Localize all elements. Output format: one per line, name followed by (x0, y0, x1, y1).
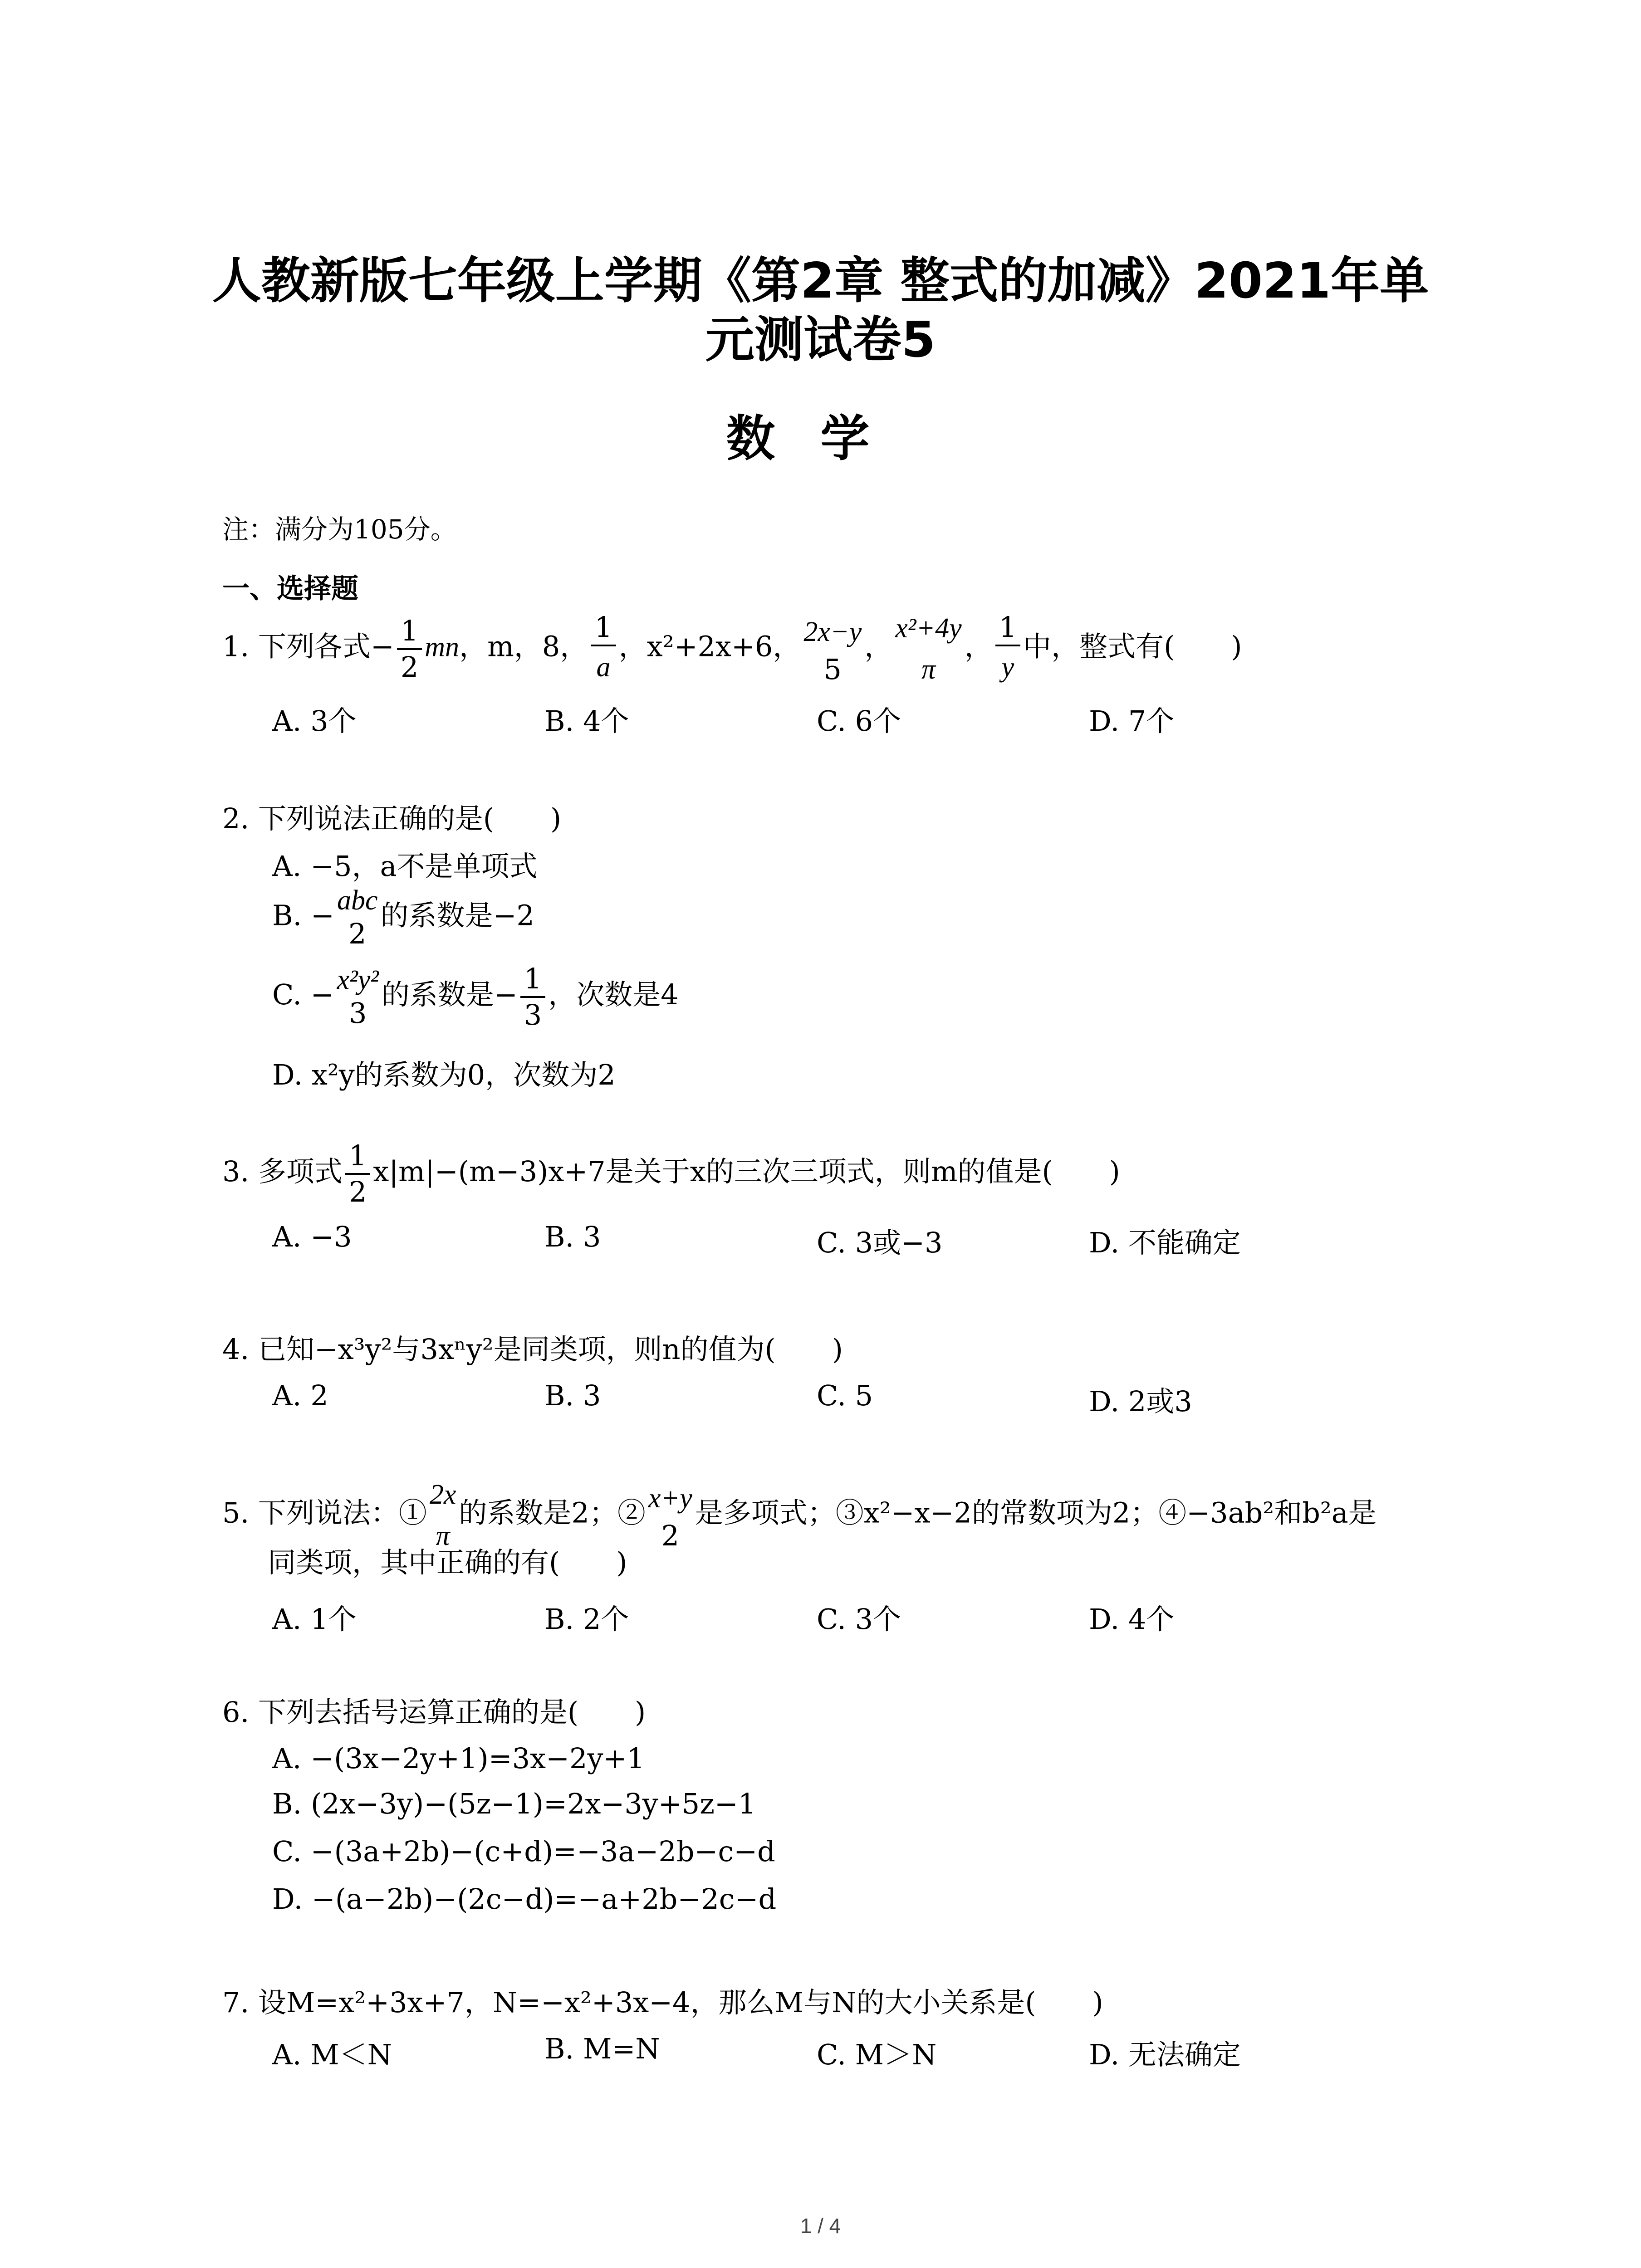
q1-comma-2: ， (964, 630, 993, 663)
q3-option-a: A. −3 (272, 1220, 352, 1253)
question-3: 3. 多项式 $\frac{1}{2}$ x|m|−(m−3)x+7是关于x的三次三项式，则m的值是( ) (222, 1139, 1120, 1208)
page-number: 1 / 4 (800, 2214, 841, 2238)
q7-option-c: C. M＞N (817, 2038, 937, 2071)
q2-option-d: D. x²y的系数为0，次数为2 (272, 1058, 616, 1091)
q6-option-d: D. −(a−2b)−(2c−d)=−a+2b−2c−d (272, 1882, 777, 1916)
question-1 (222, 608, 1242, 690)
q1-fraction-2: $\frac{1}{a}$ (591, 610, 616, 688)
q4-option-d: D. 2或3 (1089, 1385, 1192, 1418)
q3-option-d: D. 不能确定 (1089, 1226, 1241, 1259)
q4-option-a: A. 2 (272, 1379, 328, 1412)
q1-fraction-4: x²+4y π (895, 613, 962, 685)
q6-option-a: A. −(3x−2y+1)=3x−2y+1 (272, 1742, 645, 1775)
q6-option-c: C. −(3a+2b)−(c+d)=−3a−2b−c−d (272, 1835, 775, 1868)
q1-comma-1: ， (864, 630, 893, 663)
question-5-line-2: 同类项，其中正确的有( ) (268, 1546, 627, 1579)
q1-fraction-5: $\frac{1}{y}$ (995, 610, 1020, 688)
q4-option-b: B. 3 (544, 1379, 601, 1412)
q5-option-a: A. 1个 (272, 1603, 357, 1636)
q2-option-b: B. − abc 2 的系数是−2 (272, 885, 534, 950)
q1-option-b: B. 4个 (544, 704, 629, 738)
q7-option-b: B. M=N (544, 2032, 660, 2065)
title-line-1: 人教新版七年级上学期《第2章 整式的加减》2021年单 (212, 253, 1429, 309)
q3-option-c: C. 3或−3 (817, 1226, 943, 1259)
q2-option-c: C. − x²y² 3 的系数是− $\frac{1}{3}$ ，次数是4 (272, 962, 679, 1031)
q3-option-b: B. 3 (544, 1220, 601, 1253)
q4-option-c: C. 5 (817, 1379, 873, 1412)
q7-option-a: A. M＜N (272, 2038, 392, 2071)
q7-option-d: D. 无法确定 (1089, 2038, 1241, 2071)
q1-option-a: A. 3个 (272, 704, 357, 738)
q5-option-c: C. 3个 (817, 1603, 901, 1636)
q2-option-a: A. −5，a不是单项式 (272, 850, 538, 883)
q1-fraction-3: 2x−y 5 (803, 616, 862, 686)
q3-fraction: $\frac{1}{2}$ (345, 1139, 370, 1209)
q1-suffix: 中，整式有( ) (1023, 630, 1242, 663)
q1-option-c: C. 6个 (817, 704, 901, 738)
q1-prefix: 1. 下列各式 (222, 630, 371, 663)
q5-option-b: B. 2个 (544, 1603, 629, 1636)
score-note: 注：满分为105分。 (222, 514, 457, 545)
question-2: 2. 下列说法正确的是( ) (222, 802, 562, 835)
title-line-2: 元测试卷5 (705, 312, 936, 368)
q1-neg: − (370, 630, 394, 663)
q1-option-d: D. 7个 (1089, 704, 1175, 738)
q1-mid1: ，m，8， (459, 630, 588, 663)
q5-fraction-2: x+y 2 (648, 1482, 692, 1552)
section-heading-choice: 一、选择题 (222, 573, 358, 605)
q1-fraction-1: $\frac{1}{2}$ (397, 614, 422, 684)
subject-title: 数学 (726, 411, 915, 467)
question-5: 5. 下列说法：① 2x π的系数是2；② x+y 2 是多项式；③x²−x−2的常数项为2；④−3ab²和b²a是 (222, 1474, 1376, 1556)
q6-option-b: B. (2x−3y)−(5z−1)=2x−3y+5z−1 (272, 1787, 756, 1820)
q5-option-d: D. 4个 (1089, 1603, 1175, 1636)
q1-mn: mn (425, 631, 460, 663)
question-7: 7. 设M=x²+3x+7，N=−x²+3x−4，那么M与N的大小关系是( ) (222, 1986, 1103, 2019)
q1-mid2: ，x²+2x+6， (618, 630, 801, 663)
question-6: 6. 下列去括号运算正确的是( ) (222, 1696, 646, 1729)
q5-fraction-1: 2x π (429, 1479, 456, 1551)
question-4: 4. 已知−x³y²与3xⁿy²是同类项，则n的值为( ) (222, 1333, 843, 1366)
